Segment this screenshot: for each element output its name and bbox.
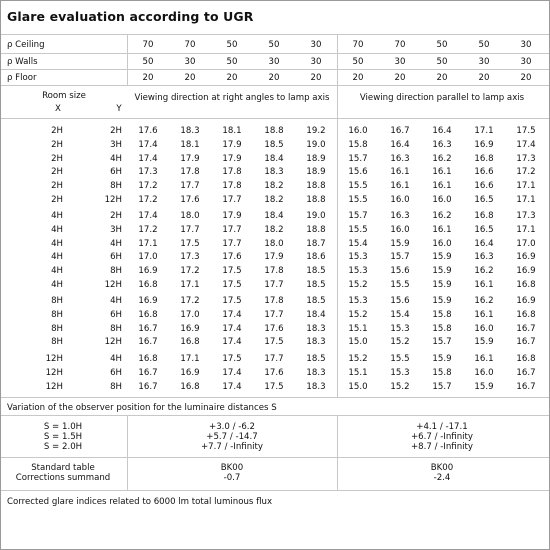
room-y: 12H: [104, 195, 122, 205]
ugr-value: 16.7: [516, 381, 536, 392]
ugr-value: 15.6: [390, 296, 410, 306]
spacing-label: S = 2.0H: [43, 442, 83, 452]
ugr-value: 17.3: [516, 153, 536, 164]
ugr-value: 15.3: [390, 367, 410, 378]
ugr-value: 17.2: [138, 181, 158, 192]
ugr-value: 16.2: [432, 211, 452, 221]
room-x: 8H: [51, 337, 63, 348]
ugr-value: 18.3: [306, 323, 326, 334]
ugr-value: 17.5: [222, 296, 242, 306]
ugr-value: 16.2: [432, 153, 452, 164]
ugr-value: 17.4: [222, 337, 242, 348]
ugr-value: 15.2: [348, 354, 368, 364]
ugr-value: 17.0: [138, 252, 158, 263]
ugr-value: 17.2: [180, 266, 200, 277]
ugr-value: 17.5: [264, 381, 284, 392]
ugr-value: 17.6: [222, 252, 242, 263]
ugr-value: 18.0: [264, 238, 284, 249]
ugr-value: 15.9: [474, 381, 494, 392]
ugr-value: 17.7: [264, 280, 284, 290]
ugr-value: 18.2: [264, 181, 284, 192]
room-y: 12H: [104, 337, 122, 348]
ugr-value: 17.9: [222, 153, 242, 164]
ugr-value: 16.0: [474, 323, 494, 334]
room-x: 2H: [51, 153, 63, 164]
ugr-value: 15.8: [348, 139, 368, 150]
ugr-value: 16.3: [390, 153, 410, 164]
ugr-value: 16.8: [516, 309, 536, 320]
ugr-value: 17.7: [222, 195, 242, 205]
reflectance-value: 50: [268, 40, 280, 50]
room-y: 8H: [110, 323, 122, 334]
ugr-value: 18.8: [264, 126, 284, 136]
ugr-value: 17.3: [180, 252, 200, 263]
ugr-value: 15.4: [348, 238, 368, 249]
column-divider: [337, 415, 338, 490]
room-x: 2H: [51, 167, 63, 178]
ugr-value: 17.8: [222, 181, 242, 192]
reflectance-value: 30: [310, 40, 322, 50]
ugr-value: 17.9: [222, 211, 242, 221]
reflectance-value: 70: [394, 40, 406, 50]
reflectance-value: 30: [478, 57, 490, 67]
room-y: 2H: [110, 126, 122, 136]
row-divider: [1, 118, 549, 119]
ugr-value: 17.4: [222, 309, 242, 320]
ugr-value: 16.0: [348, 126, 368, 136]
reflectance-value: 50: [142, 57, 154, 67]
ugr-value: 16.8: [474, 153, 494, 164]
ugr-value: 17.7: [264, 354, 284, 364]
ugr-value: 16.8: [138, 280, 158, 290]
page-title: Glare evaluation according to UGR: [7, 9, 254, 24]
standard-parallel: BK00: [430, 463, 454, 473]
ugr-value: 15.2: [348, 309, 368, 320]
ugr-value: 17.2: [516, 167, 536, 178]
reflectance-value: 20: [226, 73, 238, 83]
ugr-value: 18.5: [306, 354, 326, 364]
ugr-value: 15.7: [348, 153, 368, 164]
ugr-value: 17.5: [222, 280, 242, 290]
room-x: 2H: [51, 181, 63, 192]
ugr-value: 16.4: [390, 139, 410, 150]
reflectance-value: 50: [226, 40, 238, 50]
ugr-value: 16.9: [516, 296, 536, 306]
ugr-value: 16.9: [516, 266, 536, 277]
ugr-value: 16.7: [138, 367, 158, 378]
room-y: 4H: [110, 354, 122, 364]
ugr-value: 16.3: [390, 211, 410, 221]
reflectance-value: 20: [436, 73, 448, 83]
direction-parallel-label: Viewing direction parallel to lamp axis: [359, 93, 525, 103]
ugr-value: 15.7: [390, 252, 410, 263]
ugr-value: 18.1: [180, 139, 200, 150]
row-divider: [1, 397, 549, 398]
reflectance-value: 50: [478, 40, 490, 50]
reflectance-value: 20: [478, 73, 490, 83]
ugr-value: 15.2: [390, 381, 410, 392]
room-x: 4H: [51, 280, 63, 290]
ugr-value: 18.1: [222, 126, 242, 136]
row-divider: [1, 457, 549, 458]
ugr-value: 16.5: [474, 224, 494, 235]
variation-parallel: +4.1 / -17.1: [416, 422, 468, 432]
reflectance-value: 30: [268, 57, 280, 67]
ugr-value: 17.2: [138, 195, 158, 205]
ugr-value: 16.1: [474, 309, 494, 320]
ugr-value: 17.3: [138, 167, 158, 178]
row-divider: [1, 53, 549, 54]
ugr-value: 17.9: [180, 153, 200, 164]
ugr-value: 15.3: [348, 266, 368, 277]
reflectance-value: 20: [520, 73, 532, 83]
room-y: 3H: [110, 224, 122, 235]
ugr-value: 16.1: [432, 224, 452, 235]
ugr-value: 17.5: [516, 126, 536, 136]
ugr-value: 16.9: [180, 323, 200, 334]
ugr-value: 17.7: [264, 309, 284, 320]
column-divider: [127, 415, 128, 490]
ugr-value: 16.8: [474, 211, 494, 221]
ugr-value: 16.2: [474, 266, 494, 277]
ugr-value: 17.5: [222, 266, 242, 277]
reflectance-value: 20: [310, 73, 322, 83]
ugr-value: 16.0: [474, 367, 494, 378]
ugr-value: 15.5: [348, 195, 368, 205]
reflectance-value: 50: [436, 57, 448, 67]
ugr-value: 18.4: [264, 211, 284, 221]
reflectance-value: 30: [394, 57, 406, 67]
ugr-value: 17.8: [264, 266, 284, 277]
ugr-value: 17.1: [180, 354, 200, 364]
ugr-value: 17.1: [516, 181, 536, 192]
room-y: 12H: [104, 280, 122, 290]
ugr-value: 15.3: [348, 296, 368, 306]
room-size-label: Room size: [42, 91, 86, 101]
spacing-label: S = 1.0H: [43, 422, 83, 432]
row-divider: [1, 490, 549, 491]
row-divider: [1, 415, 549, 416]
reflectance-value: 30: [310, 57, 322, 67]
variation-perpendicular: +5.7 / -14.7: [206, 432, 258, 442]
reflectance-value: 20: [352, 73, 364, 83]
ugr-value: 15.5: [348, 181, 368, 192]
reflectance-label: ρ Ceiling: [7, 40, 45, 50]
column-divider: [337, 34, 338, 397]
room-y: 4H: [110, 296, 122, 306]
ugr-value: 16.0: [390, 224, 410, 235]
ugr-value: 15.4: [390, 309, 410, 320]
ugr-value: 15.5: [348, 224, 368, 235]
ugr-value: 16.7: [516, 367, 536, 378]
ugr-value: 17.7: [222, 238, 242, 249]
row-divider: [1, 85, 549, 86]
correction-parallel: -2.4: [433, 473, 451, 483]
ugr-value: 19.2: [306, 126, 326, 136]
room-x: 4H: [51, 238, 63, 249]
ugr-value: 18.4: [306, 309, 326, 320]
spacing-label: S = 1.5H: [43, 432, 83, 442]
ugr-value: 17.1: [138, 238, 158, 249]
room-y: 8H: [110, 381, 122, 392]
ugr-value: 16.1: [474, 354, 494, 364]
ugr-value: 17.9: [222, 139, 242, 150]
ugr-value: 16.0: [432, 238, 452, 249]
ugr-value: 18.5: [306, 280, 326, 290]
room-x: 12H: [45, 367, 63, 378]
standard-perpendicular: BK00: [220, 463, 244, 473]
room-y: 4H: [110, 153, 122, 164]
ugr-value: 17.1: [516, 224, 536, 235]
ugr-value: 16.3: [474, 252, 494, 263]
ugr-value: 16.4: [474, 238, 494, 249]
ugr-value: 15.1: [348, 367, 368, 378]
ugr-value: 16.8: [138, 354, 158, 364]
row-divider: [1, 34, 549, 35]
ugr-value: 15.7: [432, 381, 452, 392]
ugr-value: 17.4: [138, 211, 158, 221]
room-y: 6H: [110, 367, 122, 378]
ugr-value: 16.9: [516, 252, 536, 263]
ugr-value: 16.0: [432, 195, 452, 205]
reflectance-value: 70: [142, 40, 154, 50]
ugr-value: 17.1: [474, 126, 494, 136]
reflectance-value: 50: [226, 57, 238, 67]
ugr-value: 16.9: [180, 367, 200, 378]
reflectance-value: 30: [184, 57, 196, 67]
ugr-value: 17.7: [180, 181, 200, 192]
ugr-value: 17.7: [180, 224, 200, 235]
ugr-value: 18.8: [306, 224, 326, 235]
ugr-value: 18.8: [306, 195, 326, 205]
ugr-value: 15.6: [348, 167, 368, 178]
ugr-value: 15.9: [432, 280, 452, 290]
ugr-value: 17.4: [138, 139, 158, 150]
reflectance-value: 20: [142, 73, 154, 83]
ugr-value: 16.8: [138, 309, 158, 320]
reflectance-label: ρ Floor: [7, 73, 37, 83]
reflectance-value: 20: [184, 73, 196, 83]
ugr-value: 17.6: [264, 323, 284, 334]
room-x: 2H: [51, 126, 63, 136]
ugr-value: 15.2: [390, 337, 410, 348]
correction-perpendicular: -0.7: [223, 473, 241, 483]
reflectance-value: 70: [184, 40, 196, 50]
ugr-value: 19.0: [306, 139, 326, 150]
room-x: 4H: [51, 211, 63, 221]
room-y: 2H: [110, 211, 122, 221]
ugr-value: 18.3: [306, 367, 326, 378]
ugr-value: 15.9: [390, 238, 410, 249]
ugr-value: 16.7: [138, 323, 158, 334]
ugr-value: 17.4: [222, 367, 242, 378]
ugr-value: 17.6: [264, 367, 284, 378]
ugr-value: 16.9: [474, 139, 494, 150]
reflectance-value: 30: [520, 40, 532, 50]
reflectance-value: 20: [394, 73, 406, 83]
ugr-value: 15.8: [432, 309, 452, 320]
ugr-value: 15.3: [390, 323, 410, 334]
room-x: 8H: [51, 296, 63, 306]
ugr-value: 16.1: [432, 181, 452, 192]
room-y: 3H: [110, 139, 122, 150]
ugr-value: 17.6: [180, 195, 200, 205]
ugr-value: 15.7: [348, 211, 368, 221]
room-y: 4H: [110, 238, 122, 249]
ugr-value: 15.9: [432, 252, 452, 263]
room-x: 4H: [51, 252, 63, 263]
ugr-value: 16.8: [180, 337, 200, 348]
ugr-value: 17.7: [222, 224, 242, 235]
room-y: 6H: [110, 309, 122, 320]
standard-table-label: Standard table: [31, 463, 95, 473]
ugr-value: 18.8: [306, 181, 326, 192]
room-x: 2H: [51, 139, 63, 150]
ugr-value: 15.2: [348, 280, 368, 290]
ugr-value: 15.9: [432, 296, 452, 306]
ugr-value: 16.8: [180, 381, 200, 392]
ugr-value: 16.1: [432, 167, 452, 178]
room-y: 8H: [110, 181, 122, 192]
ugr-value: 17.6: [138, 126, 158, 136]
ugr-value: 18.9: [306, 167, 326, 178]
ugr-value: 18.6: [306, 252, 326, 263]
ugr-value: 17.8: [264, 296, 284, 306]
ugr-value: 15.6: [390, 266, 410, 277]
room-y: 6H: [110, 252, 122, 263]
ugr-value: 17.3: [516, 211, 536, 221]
ugr-value: 16.7: [138, 337, 158, 348]
ugr-value: 17.8: [180, 167, 200, 178]
ugr-value: 15.5: [390, 354, 410, 364]
room-y: 6H: [110, 167, 122, 178]
ugr-value: 18.3: [306, 381, 326, 392]
footnote: Corrected glare indices related to 6000 lm total luminous flux: [7, 497, 273, 507]
ugr-value: 16.1: [390, 167, 410, 178]
ugr-value: 18.4: [264, 153, 284, 164]
ugr-value: 16.4: [432, 126, 452, 136]
ugr-value: 19.0: [306, 211, 326, 221]
direction-perpendicular-label: Viewing direction at right angles to lamp axis: [134, 93, 330, 103]
reflectance-value: 30: [520, 57, 532, 67]
ugr-value: 18.3: [306, 337, 326, 348]
ugr-value: 18.0: [180, 211, 200, 221]
variation-parallel: +8.7 / -Infinity: [410, 442, 473, 452]
ugr-value: 18.9: [306, 153, 326, 164]
ugr-value: 17.5: [180, 238, 200, 249]
variation-parallel: +6.7 / -Infinity: [410, 432, 473, 442]
ugr-value: 18.3: [180, 126, 200, 136]
ugr-value: 17.1: [516, 195, 536, 205]
ugr-value: 16.7: [516, 337, 536, 348]
ugr-value: 16.3: [432, 139, 452, 150]
ugr-value: 15.9: [432, 354, 452, 364]
ugr-value: 15.8: [432, 367, 452, 378]
ugr-value: 16.7: [138, 381, 158, 392]
reflectance-value: 50: [436, 40, 448, 50]
room-x: 12H: [45, 381, 63, 392]
room-x: 12H: [45, 354, 63, 364]
ugr-value: 16.9: [138, 266, 158, 277]
ugr-value: 16.8: [516, 280, 536, 290]
ugr-value: 17.5: [222, 354, 242, 364]
x-label: X: [55, 104, 61, 114]
ugr-value: 17.1: [180, 280, 200, 290]
ugr-value: 17.4: [138, 153, 158, 164]
ugr-value: 17.0: [516, 238, 536, 249]
ugr-value: 16.2: [474, 296, 494, 306]
ugr-value: 16.8: [516, 354, 536, 364]
ugr-value: 18.7: [306, 238, 326, 249]
ugr-value: 17.0: [180, 309, 200, 320]
room-y: 8H: [110, 266, 122, 277]
ugr-value: 15.0: [348, 381, 368, 392]
ugr-value: 17.4: [516, 139, 536, 150]
ugr-value: 15.8: [432, 323, 452, 334]
ugr-value: 17.4: [222, 381, 242, 392]
ugr-value: 16.0: [390, 195, 410, 205]
reflectance-value: 20: [268, 73, 280, 83]
ugr-value: 18.2: [264, 224, 284, 235]
y-label: Y: [116, 104, 122, 114]
column-divider: [127, 34, 128, 85]
ugr-value: 15.0: [348, 337, 368, 348]
ugr-value: 17.2: [138, 224, 158, 235]
ugr-value: 16.7: [516, 323, 536, 334]
reflectance-value: 50: [352, 57, 364, 67]
ugr-value: 15.7: [432, 337, 452, 348]
row-divider: [1, 69, 549, 70]
ugr-value: 18.3: [264, 167, 284, 178]
ugr-value: 16.1: [474, 280, 494, 290]
ugr-value: 16.1: [390, 181, 410, 192]
ugr-value: 16.6: [474, 181, 494, 192]
ugr-value: 17.5: [264, 337, 284, 348]
reflectance-value: 70: [352, 40, 364, 50]
variation-label: Variation of the observer position for the luminaire distances S: [7, 403, 277, 413]
ugr-value: 16.6: [474, 167, 494, 178]
ugr-value: 15.1: [348, 323, 368, 334]
room-x: 4H: [51, 266, 63, 277]
ugr-value: 15.9: [474, 337, 494, 348]
ugr-value: 16.5: [474, 195, 494, 205]
ugr-value: 18.2: [264, 195, 284, 205]
corrections-label: Corrections summand: [15, 473, 111, 483]
ugr-value: 18.5: [306, 296, 326, 306]
ugr-value: 18.5: [306, 266, 326, 277]
ugr-value: 17.8: [222, 167, 242, 178]
room-x: 2H: [51, 195, 63, 205]
ugr-value: 15.9: [432, 266, 452, 277]
variation-perpendicular: +7.7 / -Infinity: [200, 442, 263, 452]
variation-perpendicular: +3.0 / -6.2: [209, 422, 255, 432]
ugr-value: 17.4: [222, 323, 242, 334]
room-x: 4H: [51, 224, 63, 235]
ugr-value: 17.9: [264, 252, 284, 263]
ugr-value: 16.7: [390, 126, 410, 136]
ugr-value: 18.5: [264, 139, 284, 150]
room-x: 8H: [51, 323, 63, 334]
ugr-value: 17.2: [180, 296, 200, 306]
reflectance-label: ρ Walls: [7, 57, 38, 67]
ugr-value: 15.5: [390, 280, 410, 290]
room-x: 8H: [51, 309, 63, 320]
ugr-value: 15.3: [348, 252, 368, 263]
ugr-value: 16.9: [138, 296, 158, 306]
